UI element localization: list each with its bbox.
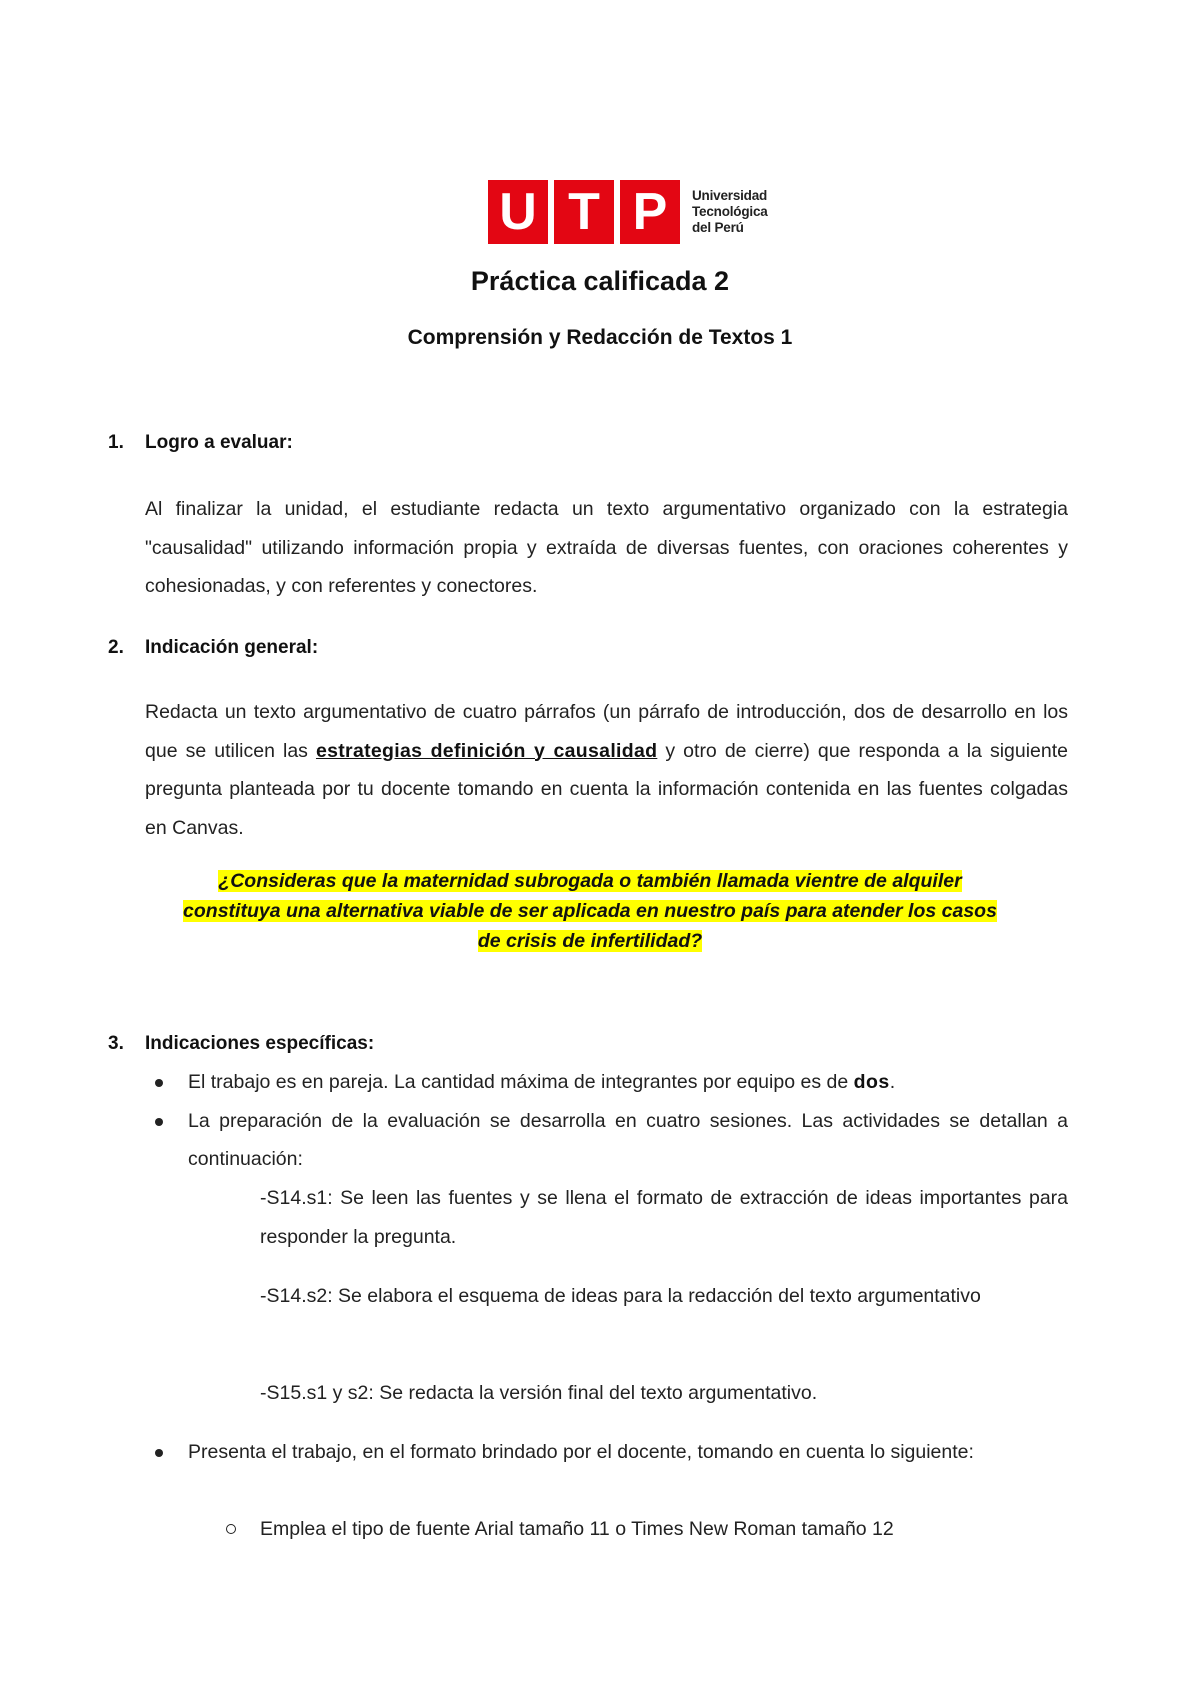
- circle-bullet-icon: [226, 1524, 236, 1534]
- section-number: 2.: [108, 637, 124, 658]
- bullet-icon: [155, 1118, 163, 1126]
- logo-letter-u: U: [488, 180, 548, 244]
- logo-text-line-2: Tecnológica: [692, 204, 768, 219]
- list-item: [150, 1102, 1068, 1179]
- bold-word: dos: [853, 1071, 890, 1093]
- sub-list-item: [226, 1510, 1068, 1549]
- section-2-paragraph: [145, 693, 1068, 847]
- logo-wordmark: [692, 188, 768, 236]
- paragraph-text: Redacta un texto argumentativo de cuatro párrafos (un párrafo de introducción, dos de desarrollo en los que se utilicen las: [145, 701, 1068, 762]
- document-subtitle: Comprensión y Redacción de Textos 1: [407, 326, 793, 349]
- section-number: 1.: [108, 432, 124, 453]
- section-title: Logro a evaluar:: [145, 432, 293, 453]
- logo-letter-p: P: [620, 180, 680, 244]
- bullet-text: El trabajo es en pareja. La cantidad máxima de integrantes por equipo es de: [188, 1071, 854, 1093]
- question-line: constituya una alternativa viable de ser aplicada en nuestro país para atender los casos: [183, 900, 997, 922]
- section-number: 3.: [108, 1033, 124, 1054]
- utp-logo: [488, 180, 768, 244]
- question-line: ¿Consideras que la maternidad subrogada o también llamada vientre de alquiler: [218, 870, 962, 892]
- bullet-icon: [155, 1079, 163, 1087]
- document-title: Práctica calificada 2: [470, 266, 730, 296]
- paragraph-text: y otro de cierre) que responda a la siguiente pregunta planteada por tu docente tomando en cuenta la información contenida en las fuentes colgadas en Canvas.: [145, 739, 1069, 839]
- session-item: -S14.s2: Se elabora el esquema de ideas para la redacción del texto argumentativo: [260, 1285, 981, 1307]
- sub-item-text: Emplea el tipo de fuente Arial tamaño 11 o Times New Roman tamaño 12: [260, 1518, 894, 1540]
- bullet-icon: [155, 1449, 163, 1457]
- guiding-question: [120, 866, 1060, 956]
- bullet-text: Presenta el trabajo, en el formato brindado por el docente, tomando en cuenta lo siguiente:: [188, 1441, 974, 1463]
- session-item: -S15.s1 y s2: Se redacta la versión final del texto argumentativo.: [260, 1382, 818, 1404]
- list-item: [150, 1433, 1068, 1472]
- logo-text-line-3: del Perú: [692, 220, 744, 235]
- question-line: de crisis de infertilidad?: [477, 930, 703, 952]
- section-1-paragraph: Al finalizar la unidad, el estudiante redacta un texto argumentativo organizado con la estrategia "causalidad" utilizando información propia y extraída de diversas fuentes, con oraciones coherentes y cohesionadas, y con referentes y conectores.: [145, 498, 1068, 597]
- section-1-heading: [108, 432, 1068, 454]
- bullet-text: .: [889, 1071, 896, 1093]
- section-2-heading: [108, 637, 1068, 659]
- bullet-list: [150, 1433, 1068, 1472]
- list-item: [150, 1063, 1068, 1102]
- logo-text-line-1: Universidad: [692, 188, 768, 203]
- logo-letter-t: T: [554, 180, 614, 244]
- section-title: Indicaciones específicas:: [145, 1033, 375, 1054]
- section-title: Indicación general:: [145, 637, 319, 658]
- section-3-heading: [108, 1033, 1068, 1055]
- session-item: -S14.s1: Se leen las fuentes y se llena el formato de extracción de ideas importantes para responder la pregunta.: [260, 1187, 1068, 1248]
- highlighted-strategies: estrategias definición y causalidad: [315, 739, 658, 762]
- bullet-list: [150, 1063, 1068, 1179]
- bullet-text: La preparación de la evaluación se desarrolla en cuatro sesiones. Las actividades se detallan a continuación:: [188, 1109, 1068, 1170]
